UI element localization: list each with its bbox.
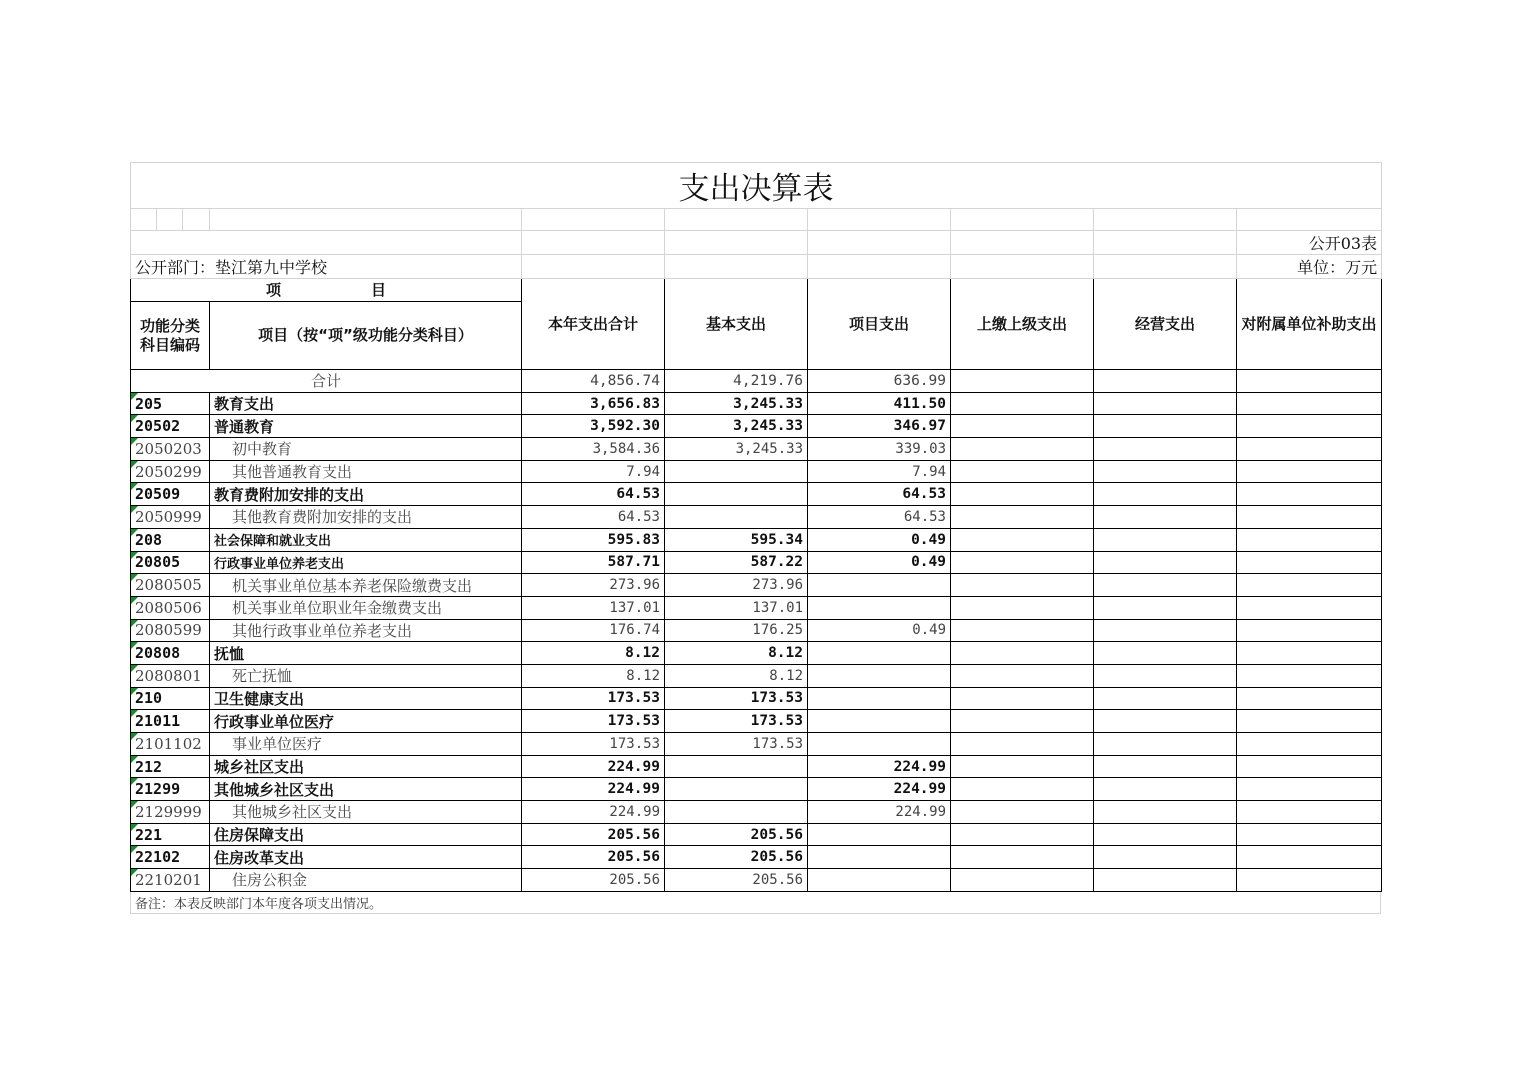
row-value [951,619,1094,642]
row-value: 224.99 [808,801,951,824]
row-value [1237,823,1382,846]
row-code: 2101102 [131,733,210,756]
row-value: 173.53 [522,687,665,710]
table-row [131,528,1382,551]
row-name: 住房公积金 [210,869,522,892]
row-value: 595.83 [522,528,665,551]
table-note: 备注：本表反映部门本年度各项支出情况。 [131,892,1381,914]
row-value [951,642,1094,665]
row-value: 173.53 [665,687,808,710]
row-code: 2080801 [131,664,210,687]
row-value [1237,415,1382,438]
row-value [951,733,1094,756]
row-code: 22102 [131,846,210,869]
row-value: 64.53 [522,506,665,529]
col-header-subsidy: 对附属单位补助支出 [1237,279,1382,370]
row-value: 173.53 [522,733,665,756]
row-value: 173.53 [665,710,808,733]
row-value: 173.53 [522,710,665,733]
row-value [808,710,951,733]
table-row [131,619,1382,642]
row-value: 3,245.33 [665,415,808,438]
row-value: 137.01 [522,596,665,619]
row-name: 卫生健康支出 [210,687,522,710]
row-name: 其他教育费附加安排的支出 [210,506,522,529]
row-name: 机关事业单位职业年金缴费支出 [210,596,522,619]
row-name: 社会保障和就业支出 [210,528,522,551]
row-value: 205.56 [665,846,808,869]
row-value [1237,642,1382,665]
row-name: 行政事业单位养老支出 [210,551,522,574]
row-code: 208 [131,528,210,551]
table-row [131,710,1382,733]
row-name: 事业单位医疗 [210,733,522,756]
row-value: 339.03 [808,438,951,461]
row-name: 死亡抚恤 [210,664,522,687]
note-table [130,892,1381,915]
row-value [951,483,1094,506]
row-value [951,869,1094,892]
row-value [1094,733,1237,756]
table-row [131,574,1382,597]
page-title: 支出决算表 [131,163,1382,209]
row-value: 587.22 [665,551,808,574]
total-value: 4,856.74 [522,370,665,393]
total-value [1094,370,1237,393]
row-value: 173.53 [665,733,808,756]
row-value: 205.56 [522,869,665,892]
table-row [131,506,1382,529]
row-value [1237,755,1382,778]
row-value [1094,506,1237,529]
row-name: 抚恤 [210,642,522,665]
row-value: 3,656.83 [522,392,665,415]
row-value: 64.53 [808,506,951,529]
row-value [951,438,1094,461]
row-value: 273.96 [665,574,808,597]
row-value [1094,392,1237,415]
row-value [1094,823,1237,846]
row-value [1094,415,1237,438]
row-value: 3,584.36 [522,438,665,461]
row-value: 0.49 [808,551,951,574]
row-value [1237,869,1382,892]
row-value: 64.53 [808,483,951,506]
row-value [808,733,951,756]
row-value: 205.56 [522,823,665,846]
row-code: 20509 [131,483,210,506]
row-value [808,642,951,665]
form-no-row [131,231,1382,255]
row-name: 其他普通教育支出 [210,460,522,483]
row-value [951,664,1094,687]
row-value [808,869,951,892]
row-name: 初中教育 [210,438,522,461]
row-value [1094,596,1237,619]
row-value [1094,438,1237,461]
total-label: 合计 [131,370,522,393]
department-row [131,255,1382,279]
row-value [1237,846,1382,869]
row-code: 2050999 [131,506,210,529]
row-value [1237,392,1382,415]
table-row [131,415,1382,438]
row-code: 221 [131,823,210,846]
row-value [951,460,1094,483]
row-value [665,483,808,506]
row-code: 2050299 [131,460,210,483]
table-row [131,392,1382,415]
table-row [131,687,1382,710]
row-code: 212 [131,755,210,778]
row-value: 205.56 [665,869,808,892]
department-label: 公开部门：垫江第九中学校 [131,255,522,279]
row-value [1094,755,1237,778]
row-value [1237,506,1382,529]
row-value [951,392,1094,415]
row-value: 8.12 [522,642,665,665]
row-value [1237,596,1382,619]
row-value [951,823,1094,846]
row-value: 0.49 [808,619,951,642]
row-value: 64.53 [522,483,665,506]
row-value: 224.99 [522,801,665,824]
row-value [1094,710,1237,733]
row-code: 2050203 [131,438,210,461]
row-value: 8.12 [665,642,808,665]
row-value [1094,460,1237,483]
blank-row [131,209,1382,231]
row-value [951,415,1094,438]
row-value [1094,551,1237,574]
row-value: 595.34 [665,528,808,551]
row-value: 8.12 [665,664,808,687]
row-value: 224.99 [522,778,665,801]
row-value [1094,801,1237,824]
row-code: 205 [131,392,210,415]
table-row [131,438,1382,461]
item-group-header: 项 目 [131,279,522,302]
col-header-total: 本年支出合计 [522,279,665,370]
row-value: 8.12 [522,664,665,687]
total-value [1237,370,1382,393]
row-name: 教育支出 [210,392,522,415]
row-code: 2080505 [131,574,210,597]
name-col-header: 项目（按“项”级功能分类科目） [210,302,522,370]
row-value [1094,869,1237,892]
row-code: 20805 [131,551,210,574]
table-row [131,551,1382,574]
row-value [808,687,951,710]
row-value [1094,483,1237,506]
row-value [1094,642,1237,665]
row-value [665,506,808,529]
row-value [951,596,1094,619]
row-value [951,506,1094,529]
table-row [131,642,1382,665]
row-value [951,528,1094,551]
row-value [665,755,808,778]
row-value: 3,592.30 [522,415,665,438]
row-value: 7.94 [522,460,665,483]
row-value [1237,710,1382,733]
total-value: 4,219.76 [665,370,808,393]
row-value [1237,483,1382,506]
row-value [1094,687,1237,710]
row-value: 346.97 [808,415,951,438]
table-row [131,664,1382,687]
table-row [131,778,1382,801]
row-value [1094,528,1237,551]
row-value: 3,245.33 [665,438,808,461]
code-col-header: 功能分类科目编码 [131,302,210,370]
row-value: 176.25 [665,619,808,642]
row-value [1237,528,1382,551]
row-name: 住房保障支出 [210,823,522,846]
row-value: 411.50 [808,392,951,415]
row-value [1094,619,1237,642]
row-value [665,778,808,801]
row-name: 住房改革支出 [210,846,522,869]
expenditure-table [130,162,1382,892]
row-value: 273.96 [522,574,665,597]
row-value [808,574,951,597]
row-value [808,664,951,687]
row-value [1237,551,1382,574]
row-code: 20502 [131,415,210,438]
row-value: 205.56 [665,823,808,846]
row-value: 3,245.33 [665,392,808,415]
row-code: 2080599 [131,619,210,642]
table-row [131,801,1382,824]
row-value [1237,619,1382,642]
row-value: 587.71 [522,551,665,574]
row-value [1094,846,1237,869]
row-code: 21299 [131,778,210,801]
table-row [131,596,1382,619]
row-name: 行政事业单位医疗 [210,710,522,733]
table-row [131,460,1382,483]
row-value [665,460,808,483]
col-header-project: 项目支出 [808,279,951,370]
row-name: 普通教育 [210,415,522,438]
row-value [1237,733,1382,756]
row-value [951,687,1094,710]
total-value [951,370,1094,393]
row-value [1094,664,1237,687]
row-code: 2210201 [131,869,210,892]
row-name: 其他行政事业单位养老支出 [210,619,522,642]
row-name: 其他城乡社区支出 [210,778,522,801]
row-value [808,846,951,869]
row-name: 机关事业单位基本养老保险缴费支出 [210,574,522,597]
row-value [951,574,1094,597]
table-row [131,869,1382,892]
table-row [131,755,1382,778]
row-value [1237,664,1382,687]
total-row [131,370,1382,393]
row-value: 7.94 [808,460,951,483]
row-value [1237,687,1382,710]
col-header-business: 经营支出 [1094,279,1237,370]
form-number: 公开03表 [1237,231,1382,255]
row-value [808,596,951,619]
row-value [951,801,1094,824]
table-row [131,846,1382,869]
row-value [1237,460,1382,483]
row-value [951,778,1094,801]
row-value [951,551,1094,574]
row-code: 20808 [131,642,210,665]
row-code: 2080506 [131,596,210,619]
expenditure-sheet [130,162,1381,914]
row-value [1094,778,1237,801]
row-value [951,755,1094,778]
row-code: 210 [131,687,210,710]
row-value: 224.99 [808,755,951,778]
row-code: 2129999 [131,801,210,824]
row-value: 205.56 [522,846,665,869]
row-value [951,710,1094,733]
col-header-remit: 上缴上级支出 [951,279,1094,370]
row-value [665,801,808,824]
row-value [1237,801,1382,824]
row-value [1094,574,1237,597]
row-value [951,846,1094,869]
row-value: 224.99 [522,755,665,778]
row-value [1237,778,1382,801]
table-row [131,483,1382,506]
row-value [808,823,951,846]
table-row [131,823,1382,846]
col-header-basic: 基本支出 [665,279,808,370]
row-name: 城乡社区支出 [210,755,522,778]
row-code: 21011 [131,710,210,733]
row-value: 0.49 [808,528,951,551]
row-value [1237,574,1382,597]
row-value [1237,438,1382,461]
row-value: 137.01 [665,596,808,619]
row-value: 176.74 [522,619,665,642]
row-name: 其他城乡社区支出 [210,801,522,824]
table-row [131,733,1382,756]
unit-label: 单位：万元 [1237,255,1382,279]
row-value: 224.99 [808,778,951,801]
total-value: 636.99 [808,370,951,393]
row-name: 教育费附加安排的支出 [210,483,522,506]
